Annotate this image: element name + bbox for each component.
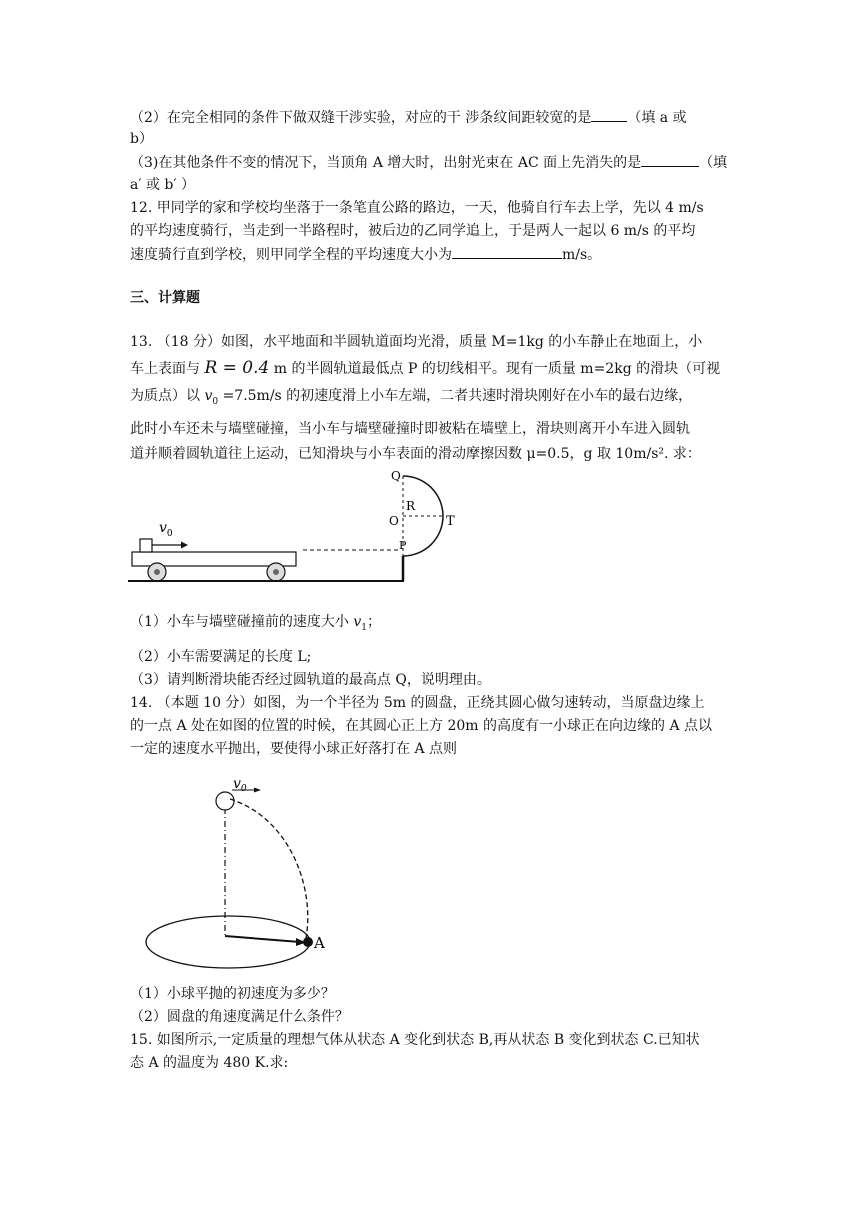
section-title: 三、计算题 (130, 290, 200, 306)
q11-part2-hint: （填 a 或 (627, 110, 687, 126)
ball (216, 792, 234, 810)
q13-line3-rest: =7.5m/s 的初速度滑上小车左端，二者共速时滑块刚好在小车的最右边缘， (222, 388, 693, 404)
label-R: R (406, 499, 416, 513)
label-P: P (399, 539, 407, 552)
q12-line3 (130, 245, 601, 264)
q12-line2: 的平均速度骑行，当走到一半路程时，被后边的乙同学追上，于是两人一起以 6 m/s 的平均 (130, 223, 696, 239)
disc-projectile-figure (140, 778, 360, 978)
q13-sub1-text: （1）小车与墙壁碰撞前的速度大小 (130, 614, 349, 630)
q11-part3-hint: （填 (699, 155, 728, 171)
q13-sub1 (130, 613, 381, 637)
answer-blank[interactable] (452, 245, 562, 259)
answer-blank[interactable] (591, 108, 627, 122)
q13-line1: 13. （18 分）如图，水平地面和半圆轨道面均光滑，质量 M=1kg 的小车静止在地面上，小 (130, 334, 703, 350)
q11-part3-line2: a′ 或 b′ ） (130, 177, 196, 193)
q12-line3-text: 速度骑行直到学校，则甲同学全程的平均速度大小为 (130, 247, 452, 263)
point-A (303, 937, 313, 947)
label-Q: Q (391, 469, 401, 483)
label-v0: $v_0$ (159, 520, 173, 539)
q13-line2-rest: m 的半圆轨道最低点 P 的切线相平。现有一质量 m=2kg 的滑块（可视 (273, 361, 721, 377)
radius-formula: R = 0.4 (204, 358, 270, 378)
q12-line1: 12. 甲同学的家和学校均坐落于一条笔直公路的路边，一天，他骑自行车去上学，先以 4 m/s (130, 200, 704, 216)
q12-unit: m/s。 (562, 247, 602, 263)
label-A: A (314, 934, 325, 952)
q13-line3-text: 为质点）以 (130, 388, 200, 404)
q15-line1: 15. 如图所示,一定质量的理想气体从状态 A 变化到状态 B,再从状态 B 变化到状态 C.已知状 (130, 1032, 700, 1048)
v1-subscript: 1 (361, 622, 368, 633)
answer-blank[interactable] (641, 153, 699, 167)
velocity-symbol: v (204, 388, 213, 404)
slider-block (140, 539, 152, 552)
q14-line3: 一定的速度水平抛出，要使得小球正好落打在 A 点则 (130, 741, 458, 757)
q13-line2-text: 车上表面与 (130, 361, 200, 377)
q13-sub1-end: ； (367, 614, 382, 630)
velocity-subscript: 0 (212, 396, 219, 407)
q13-line3 (130, 387, 692, 411)
q11-part2-line2: b） (130, 131, 153, 147)
q13-sub2: （2）小车需要满足的长度 L; (130, 649, 312, 665)
q13-line4: 此时小车还未与墙壁碰撞，当小车与墙壁碰撞时即被粘在墙壁上，滑块则离开小车进入圆轨 (130, 421, 690, 437)
q11-part3-text: （3)在其他条件不变的情况下，当顶角 A 增大时，出射光束在 AC 面上先消失的是 (130, 155, 642, 171)
q11-part3-line (130, 153, 727, 172)
q15-line2: 态 A 的温度为 480 K.求: (130, 1055, 289, 1071)
disc (146, 916, 310, 968)
q13-sub3: （3）请判断滑块能否经过圆轨道的最高点 Q，说明理由。 (130, 672, 491, 688)
q14-sub2: （2）圆盘的角速度满足什么条件？ (130, 1009, 349, 1025)
trajectory (230, 799, 308, 938)
label-v0: $v_0$ (233, 778, 247, 794)
v1-symbol: v (353, 614, 362, 630)
q11-part2-text: （2）在完全相同的条件下做双缝干涉实验，对应的干 涉条纹间距较宽的是 (130, 110, 592, 126)
q13-line5: 道并顺着圆轨道往上运动，已知滑块与小车表面的滑动摩擦因数 μ=0.5，g 取 10m/s². 求： (130, 446, 701, 462)
cart-track-figure (128, 468, 478, 596)
q11-part2-line (130, 108, 687, 127)
q14-line2: 的一点 A 处在如图的位置的时候，在其圆心正上方 20m 的高度有一小球正在向边缘的 A 点以 (130, 718, 713, 734)
label-T: T (446, 514, 455, 529)
label-O: O (389, 514, 399, 528)
radius-to-A (225, 936, 300, 942)
q14-line1: 14. （本题 10 分）如图，为一个半径为 5m 的圆盘，正绕其圆心做匀速转动，当原盘边缘上 (130, 695, 705, 711)
q14-sub1: （1）小球平抛的初速度为多少？ (130, 986, 335, 1002)
q13-line2 (130, 359, 720, 378)
